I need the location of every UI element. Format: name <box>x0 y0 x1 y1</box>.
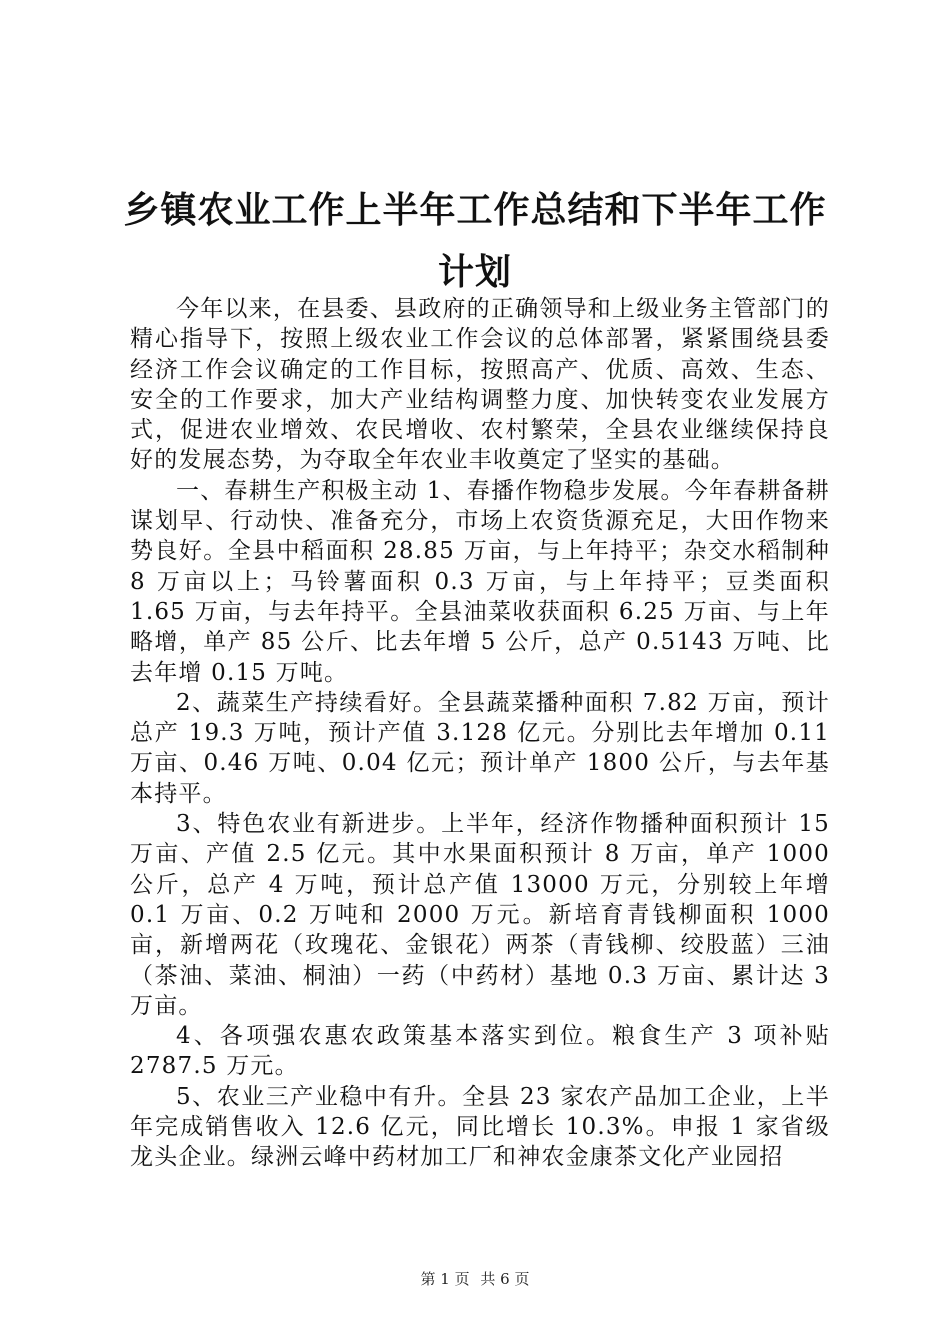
paragraph-specialty-agriculture: 3、特色农业有新进步。上半年，经济作物播种面积预计 15 万亩、产值 2.5 亿元。其中水果面积预计 8 万亩，单产 1000 公斤，总产 4 万吨，预计总产值 13000 万元，分别较上年增 0.1 万亩、0.2 万吨和 2000 万元。新培育青钱柳面积 1000 亩，新增两花（玫瑰花、金银花）两茶（青钱柳、绞股蓝）三油（茶油、菜油、桐油）一药（中药材）基地 0.3 万亩、累计达 3 万亩。 <box>130 811 830 1019</box>
document-title: 乡镇农业工作上半年工作总结和下半年工作计划 <box>123 190 827 293</box>
page-footer <box>0 1268 950 1289</box>
page-total: 共 6 页 <box>480 1270 530 1288</box>
page-number: 第 1 页 <box>420 1270 470 1288</box>
paragraph-agri-industry: 5、农业三产业稳中有升。全县 23 家农产品加工企业，上半年完成销售收入 12.6 亿元，同比增长 10.3%。申报 1 家省级龙头企业。绿洲云峰中药材加工厂和神农金康茶文化产业园招 <box>130 1083 830 1171</box>
paragraph-intro: 今年以来，在县委、县政府的正确领导和上级业务主管部门的精心指导下，按照上级农业工作会议的总体部署，紧紧围绕县委经济工作会议确定的工作目标，按照高产、优质、高效、生态、安全的工作要求，加大产业结构调整力度、加快转变农业发展方式，促进农业增效、农民增收、农村繁荣，全县农业继续保持良好的发展态势，为夺取全年农业丰收奠定了坚实的基础。 <box>130 296 830 474</box>
paragraph-policy-subsidies: 4、各项强农惠农政策基本落实到位。粮食生产 3 项补贴 2787.5 万元。 <box>130 1023 830 1080</box>
paragraph-vegetables: 2、蔬菜生产持续看好。全县蔬菜播种面积 7.82 万亩，预计总产 19.3 万吨，预计产值 3.128 亿元。分别比去年增加 0.11 万亩、0.46 万吨、0.04 亿元；预计单产 1800 公斤，与去年基本持平。 <box>130 689 830 807</box>
paragraph-spring-farming: 一、春耕生产积极主动 1、春播作物稳步发展。今年春耕备耕谋划早、行动快、准备充分，市场上农资货源充足，大田作物来势良好。全县中稻面积 28.85 万亩，与上年持平；杂交水稻制种 8 万亩以上；马铃薯面积 0.3 万亩，与上年持平；豆类面积 1.65 万亩，与去年持平。全县油菜收获面积 6.25 万亩、与上年略增，单产 85 公斤、比去年增 5 公斤，总产 0.5143 万吨、比去年增 0.15 万吨。 <box>130 477 830 686</box>
document-body <box>130 294 830 1173</box>
